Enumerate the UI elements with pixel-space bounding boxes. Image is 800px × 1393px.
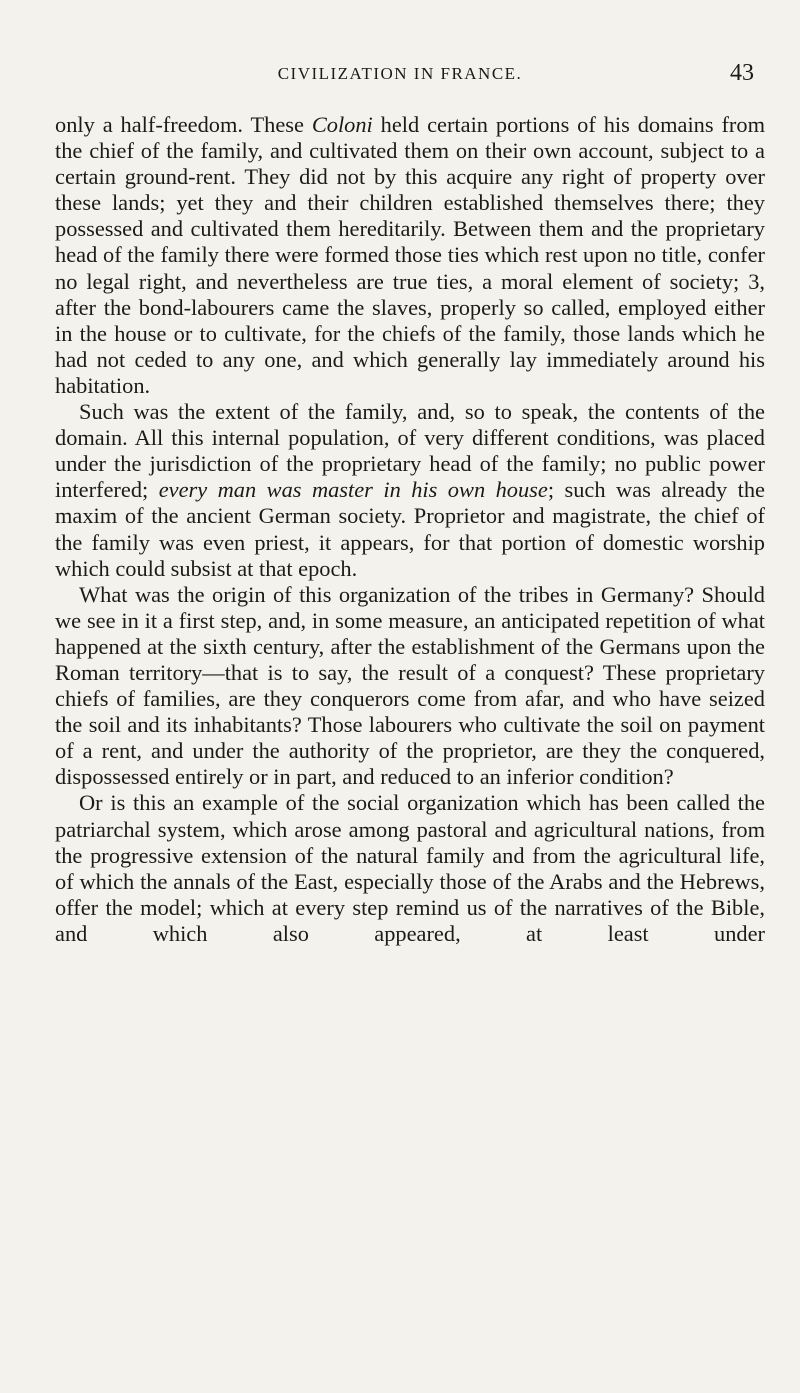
paragraph-4: Or is this an example of the social organization which has been called the patriarchal system, which arose among pastoral and agricultural nations, from the progressive extension of the natural family and from the agricultural life, of which the annals of the East, especially those of the Arabs and the Hebrews, offer the model; which at every step remind us of the narratives of the Bible, and which also appeared, at least under (55, 790, 765, 946)
paragraph-2 (55, 399, 765, 582)
body-text (55, 112, 765, 947)
paragraph-1 (55, 112, 765, 399)
coloni-term: Coloni (311, 112, 373, 137)
page-number: 43 (730, 60, 754, 86)
paragraph-3: What was the origin of this organization of the tribes in Germany? Should we see in it a first step, and, in some measure, an anticipated repetition of what happened at the sixth century, after the establishment of the Germans upon the Roman territory—that is to say, the result of a conquest? These proprietary chiefs of families, are they conquerors come from afar, and who have seized the soil and its inhabitants? Those labourers who cultivate the soil on payment of a rent, and under the authority of the proprietor, are they the conquered, dispossessed entirely or in part, and reduced to an inferior condition? (55, 581, 765, 790)
paragraph-2-text-c: ; such was already the maxim of the ancient German society. Proprietor and magistrate, the chief of the family was even priest, it appears, for that portion of domestic worship which could subsist at that epoch. (55, 477, 765, 581)
paragraph-2-text-a: Such was the extent of the family, and, so to speak, the contents of the domain. All this internal population, of very different conditions, was placed under the jurisdiction of the proprietary head of the family; no public power interfered; (55, 399, 765, 503)
maxim-quote: every man was master in his own house (158, 477, 548, 503)
paragraph-1-text-a: only a half-freedom. These (55, 112, 312, 137)
running-head (0, 58, 800, 88)
paragraph-1-text-c: held certain portions of his domains from the chief of the family, and cultivated them on their own account, subject to a certain ground-rent. They did not by this acquire any right of property over these lands; yet they and their children established themselves there; they possessed and cultivated them hereditarily. Between them and the proprietary head of the family there were formed those ties which rest upon no title, confer no legal right, and nevertheless are true ties, a moral element of society; 3, after the bond-labourers came the slaves, properly so called, employed either in the house or to cultivate, for the chiefs of the family, those lands which he had not ceded to any one, and which generally lay immediately around his habitation. (55, 112, 766, 398)
running-title: CIVILIZATION IN FRANCE. (277, 64, 523, 83)
